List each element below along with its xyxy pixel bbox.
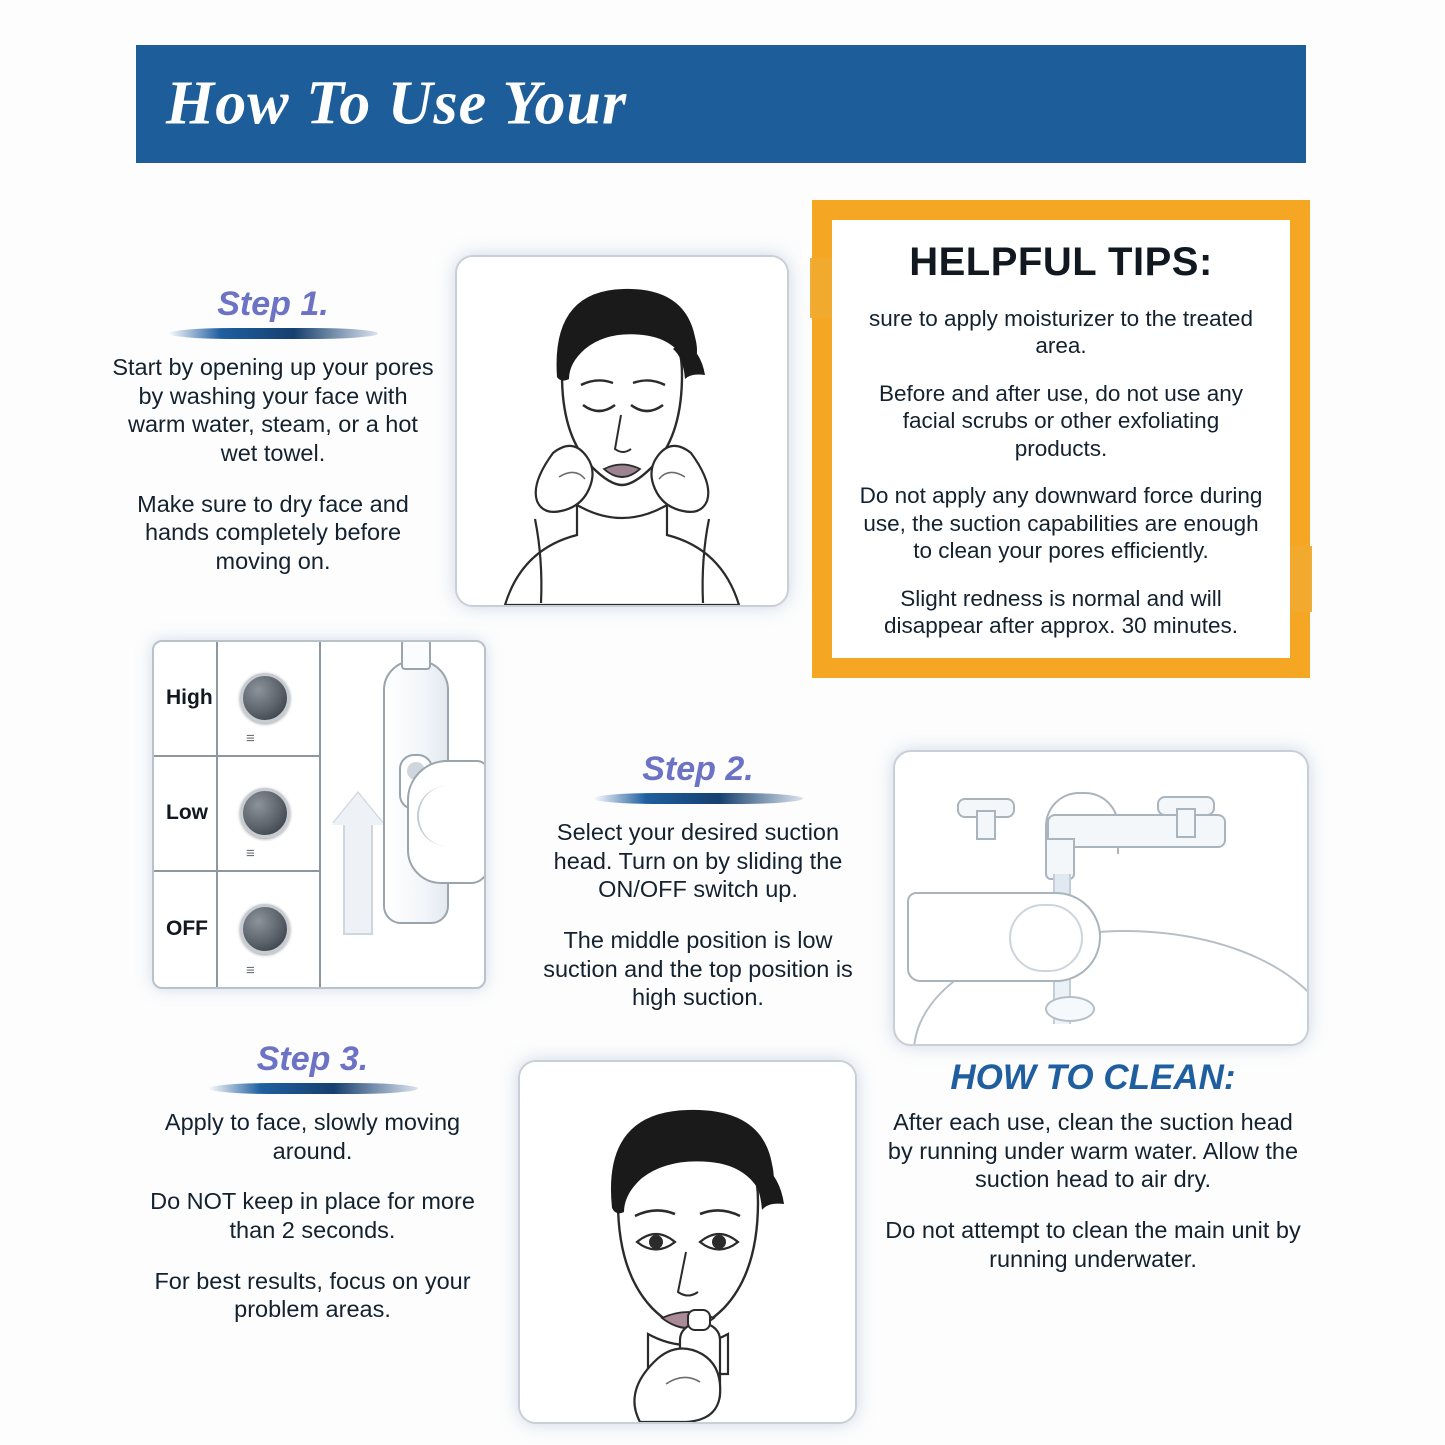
step-3-illustration — [518, 1060, 857, 1424]
tips-item-3: Do not apply any downward force during use, the suction capabilities are enough to clean your pores efficiently. — [859, 483, 1263, 564]
switch-label-low: Low — [166, 801, 208, 825]
faucet-stem-left-icon — [976, 810, 996, 840]
sink-drain-icon — [1045, 996, 1095, 1022]
step-3-text-block — [140, 1040, 485, 1324]
helpful-tips-box — [812, 200, 1310, 678]
switch-label-off: OFF — [166, 917, 208, 941]
switch-grip-lines-icon: ≡ — [246, 961, 253, 979]
step-1-paragraph-1: Start by opening up your pores by washing your face with warm water, steam, or a hot wet towel. — [112, 354, 434, 466]
header-bar — [136, 45, 1306, 163]
device-in-hand-illustration — [319, 642, 484, 987]
step-2-paragraph-1: Select your desired suction head. Turn on by sliding the ON/OFF switch up. — [553, 819, 843, 903]
step-3-paragraph-1: Apply to face, slowly moving around. — [164, 1109, 461, 1164]
switch-button-icon — [240, 904, 290, 954]
tips-title: HELPFUL TIPS: — [909, 240, 1213, 284]
switch-position-off — [154, 872, 319, 987]
tips-content — [832, 220, 1290, 658]
switch-grip-lines-icon: ≡ — [246, 844, 253, 862]
woman-using-device-icon — [520, 1062, 855, 1422]
how-to-clean-paragraph-1: After each use, clean the suction head by running under warm water. Allow the suction head to air dry. — [887, 1109, 1299, 1193]
step-3-paragraph-3: For best results, focus on your problem areas. — [154, 1267, 471, 1323]
switch-positions-column — [154, 642, 319, 987]
switch-button-icon — [240, 788, 290, 838]
tips-item-4: Slight redness is normal and will disappear after approx. 30 minutes. — [884, 585, 1238, 638]
step-1-paragraph-2: Make sure to dry face and hands completely before moving on. — [137, 490, 409, 574]
hand-holding-device-icon — [907, 892, 1101, 982]
step-1-label: Step 1. — [217, 285, 329, 323]
how-to-clean-block — [878, 1058, 1308, 1273]
page-title: How To Use Your — [166, 69, 628, 138]
step-2-underline — [593, 793, 803, 804]
switch-position-high — [154, 642, 319, 757]
switch-grip-lines-icon: ≡ — [246, 729, 253, 747]
switch-cell-divider — [216, 872, 218, 987]
step-3-label: Step 3. — [256, 1040, 369, 1078]
step-2-label: Step 2. — [642, 750, 754, 788]
step-1-illustration — [455, 255, 789, 607]
how-to-clean-title: HOW TO CLEAN: — [950, 1058, 1236, 1097]
step-2-text-block — [528, 750, 868, 1012]
tips-item-1: sure to apply moisturizer to the treated area. — [869, 306, 1253, 359]
step-3-underline — [208, 1083, 418, 1094]
how-to-clean-paragraph-2: Do not attempt to clean the main unit by running underwater. — [885, 1216, 1301, 1272]
step-2-illustration — [893, 750, 1309, 1046]
device-suction-head-icon — [401, 640, 431, 670]
switch-cell-divider — [216, 642, 218, 755]
up-arrow-icon — [343, 821, 373, 935]
thumb-icon — [407, 760, 486, 884]
tips-item-2: Before and after use, do not use any facial scrubs or other exfoliating products. — [879, 380, 1243, 461]
step-3-paragraph-2: Do NOT keep in place for more than 2 seconds. — [150, 1188, 475, 1243]
step-2-paragraph-2: The middle position is low suction and the top position is high suction. — [543, 926, 853, 1011]
switch-label-high: High — [166, 686, 213, 710]
switch-diagram — [152, 640, 486, 989]
step-1-underline — [168, 328, 378, 339]
switch-cell-divider — [216, 757, 218, 870]
step-1-text-block — [108, 285, 438, 576]
switch-position-low — [154, 757, 319, 872]
faucet-stem-right-icon — [1176, 808, 1196, 838]
woman-washing-face-icon — [457, 257, 787, 605]
switch-button-icon — [240, 673, 290, 723]
